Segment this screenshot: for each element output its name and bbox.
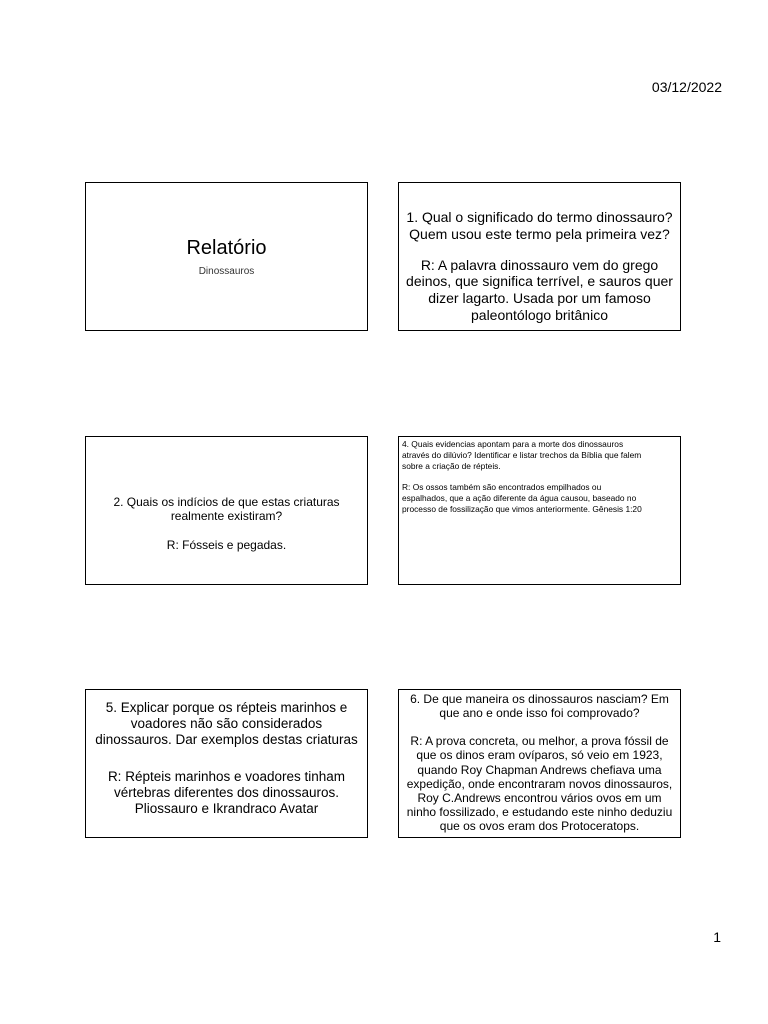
answer-line: deinos, que significa terrível, e sauros quer [406,273,673,290]
answer-line: que os dinos eram ovíparos, só veio em 1923, [416,748,663,763]
answer-line: dizer lagarto. Usada por um famoso [428,290,651,307]
answer-line: R: Fósseis e pegadas. [166,537,287,552]
answer-line: quando Roy Chapman Andrews chefiava uma [417,762,662,777]
question-line: dinossauros. Dar exemplos destas criaturas [95,732,358,748]
answer-line: espalhados, que a ação diferente da água causou, baseado no [402,492,637,503]
slide-question-6 [398,689,681,838]
answer-line: R: A palavra dinossauro vem do grego [420,256,659,273]
answer-line: vértebras diferentes dos dinossauros. [113,784,340,800]
answer-line: R: Os ossos também são encontrados empilhados ou [402,481,602,492]
answer-line: que os ovos eram dos Protoceratops. [439,819,640,834]
question-line: Quem usou este termo pela primeira vez? [409,225,670,242]
page-number: 1 [713,929,721,945]
question-line: 6. De que maneira os dinossauros nasciam? Em [410,692,669,706]
answer-line: paleontólogo britânico [471,306,608,323]
slide-title-subtitle: Dinossauros [198,266,255,277]
answer-line: ninho fossilizado, e estudando este ninho deduziu [406,805,673,820]
question-line: 4. Quais evidencias apontam para a morte dos dinossauros [402,439,624,449]
answer-line: Roy C.Andrews encontrou vários ovos em um [417,790,662,805]
question-line: realmente existiram? [170,509,283,524]
answer-line: Pliossauro e Ikrandraco Avatar [134,800,319,816]
question-line: que ano e onde isso foi comprovado? [439,706,640,721]
slide-question-4 [398,436,681,585]
question-line: voadores não são considerados [130,716,323,732]
question-line: 2. Quais os indícios de que estas criaturas [113,495,340,509]
slide-title-heading: Relatório [186,237,267,259]
print-date: 03/12/2022 [651,79,722,95]
slide-question-5 [85,689,368,838]
question-line: através do dilúvio? Identificar e listar trechos da Bíblia que falem [402,449,642,460]
question-line: sobre a criação de répteis. [402,460,501,471]
answer-line: R: Répteis marinhos e voadores tinham [107,768,346,784]
slide-question-1 [398,182,681,331]
slide-question-2 [85,436,368,585]
answer-line: expedição, onde encontraram novos dinossauros, [406,776,673,791]
answer-line: processo de fossilização que vimos anteriormente. Gênesis 1:20 [402,503,642,514]
question-line: 1. Qual o significado do termo dinossauro? [406,209,673,225]
question-line: 5. Explicar porque os répteis marinhos e [105,700,348,715]
slide-title [85,182,368,331]
answer-line: R: A prova concreta, ou melhor, a prova fóssil de [410,734,669,749]
